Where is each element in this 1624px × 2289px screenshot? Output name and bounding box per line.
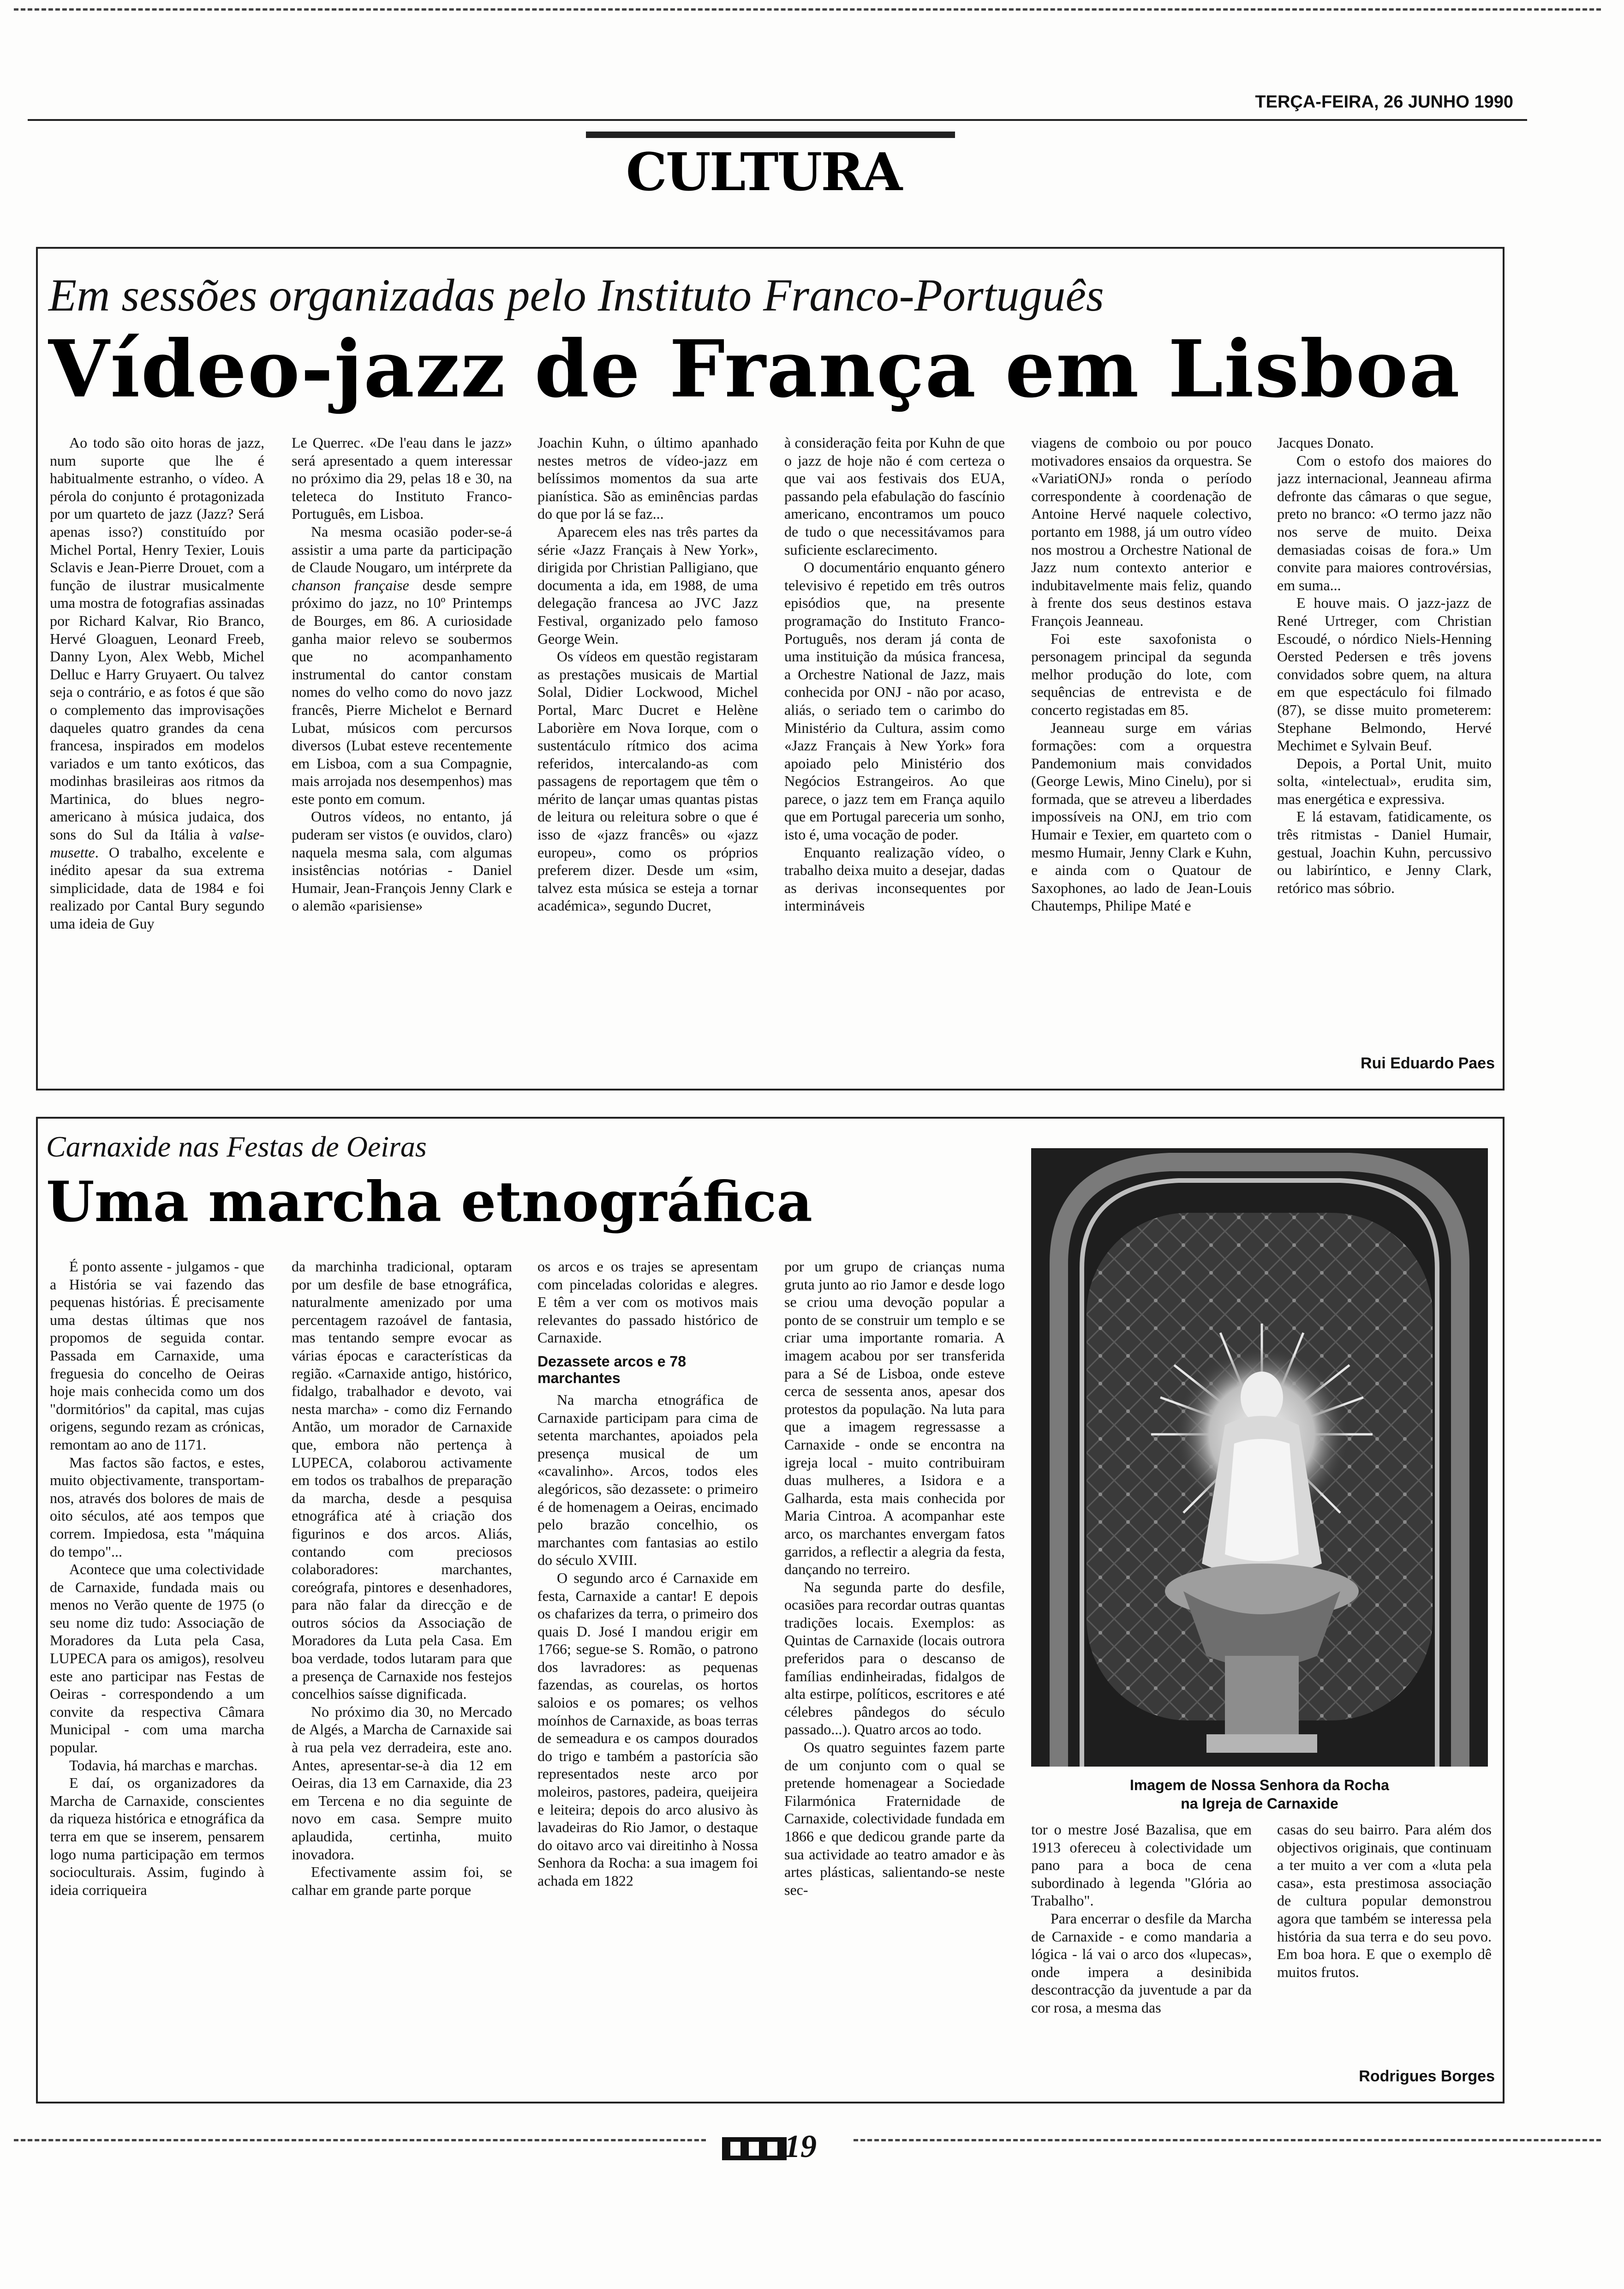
photo-caption-line-2: na Igreja de Carnaxide <box>1181 1795 1338 1812</box>
article2-column-6: casas do seu bairro. Para além dos objectivos originais, que continuam a ter muito a ver com a «luta pela casa», esta prestimosa associação de cultura popular demonstrou agora que também se interessa pela história da sua terra e do seu povo. Em boa hora. E que o exemplo dê muitos frutos. <box>1277 1821 1492 1980</box>
article1-kicker: Em sessões organizadas pelo Instituto Franco-Português <box>48 270 1104 321</box>
top-dashed-border <box>14 8 1601 11</box>
article1-column-5: viagens de comboio ou por pouco motivadores ensaios da orquestra. Se «VariatiONJ» ronda o período correspondente à coordenação de Antoine Hervé naquele colectivo, portanto em 1988, já um outro vídeo nos mostrou a Orchestre National de Jazz num contexto anterior e indubitavelmente mais feliz, quando à frente dos seus destinos estava François Jeanneau. Foi este saxofonista o personagem principal da segunda melhor produção do lote, com sequências de entrevista e de concerto registadas em 85. Jeanneau surge em várias formações: com a orquestra Pandemonium mais convidados (George Lewis, Mino Cinelu), por si formada, que se atreveu a liberdades impossíveis na ONJ, em trio com Humair e Texier, em quarteto com o mesmo Humair, Jenny Clark e Kuhn, e ainda com o Quatour de Saxophones, ao lado de Jean-Louis Chautemps, Philipe Maté e <box>1031 434 1252 914</box>
bottom-dashed-border <box>14 2139 706 2141</box>
article2-column-5: tor o mestre José Bazalisa, que em 1913 ofereceu à colectividade um pano para a boca de cena subordinado à legenda "Glória ao Trabalho". Para encerrar o desfile da Marcha de Carnaxide - e como mandaria a lógica - lá vai o arco dos «lupecas», onde impera a desinibida descontracção da juventude a par da cor rosa, a mesma das <box>1031 1821 1252 2016</box>
article2-headline: Uma marcha etnográfica <box>46 1169 812 1234</box>
photo-caption-line-1: Imagem de Nossa Senhora da Rocha <box>1130 1777 1389 1793</box>
article1-column-3: Joachin Kuhn, o último apanhado nestes metros de vídeo-jazz em belíssimos momentos da sua arte pianística. São as eminências pardas do que por lá se faz... Aparecem eles nas três partes da série «Jazz Français à New York», dirigida por Christian Palligiano, que documenta a ida, em 1988, de uma delegação francesa ao JVC Jazz Festival, organizado pelo famoso George Wein. Os vídeos em questão registaram as prestações musicais de Martial Solal, Didier Lockwood, Michel Portal, Marc Ducret e Helène Laborière em Nova Iorque, com o sustentáculo rítmico dos acima referidos, intercalando-as com passagens de reportagem que têm o mérito de lançar umas quantas pistas de leitura ou releitura sobre o que é isso de «jazz francês» ou «jazz europeu», como os próprios preferem dizer. Desde um «sim, talvez esta música se esteja a tornar académica», segundo Ducret, <box>537 434 758 914</box>
article1-column-6: Jacques Donato. Com o estofo dos maiores do jazz internacional, Jeanneau afirma defronte das câmaras o que segue, preto no branco: «O termo jazz não nos serve de muito. Deixa demasiadas coisas de fora.» Um convite para maiores controvérsias, em suma... E houve mais. O jazz-jazz de René Urtreger, com Christian Escoudé, o nórdico Niels-Henning Oersted Pedersen e três jovens convidados sobre quem, na altura em que espectáculo foi filmado (87), se disse muito prometerem: Stephane Belmondo, Hervé Mechimet e Sylvain Beuf. Depois, a Portal Unit, muito solta, «intelectual», erudita sim, mas energética e expressiva. E lá estavam, fatidicamente, os três ritmistas - Daniel Humair, gestual, Joachin Kuhn, percussivo ou labiríntico, e Jenny Clark, retórico mas sóbrio. <box>1277 434 1492 896</box>
header-rule <box>28 119 1527 121</box>
article2-byline: Rodrigues Borges <box>1359 2067 1495 2085</box>
article2-subhead: Dezassete arcos e 78 marchantes <box>537 1353 686 1386</box>
article1-headline: Vídeo-jazz de França em Lisboa <box>48 323 1461 415</box>
bottom-dashed-border-right <box>854 2139 1601 2141</box>
article2-column-1: É ponto assente - julgamos - que a História se vai fazendo das pequenas histórias. É precisamente uma destas últimas que nos propomos de seguida contar. Passada em Carnaxide, uma freguesia do concelho de Oeiras hoje mais conhecida como um dos "dormitórios" da capital, mas cujas origens, segundo rezam as crónicas, remontam ao ano de 1171. Mas factos são factos, e estes, muito objectivamente, transportam-nos, através dos bolores de mais de oito séculos, até aos tempos que correm. Impiedosa, esta "máquina do tempo"... Acontece que uma colectividade de Carnaxide, fundada mais ou menos no Verão quente de 1975 (o seu nome diz tudo: Associação de Moradores da Luta pela Casa, LUPECA para os amigos), resolveu este ano participar nas Festas de Oeiras - correspondendo a um convite da respectiva Câmara Municipal - com uma marcha popular. Todavia, há marchas e marchas. E daí, os organizadores da Marcha de Carnaxide, conscientes da riqueza histórica e etnográfica da terra em que se inserem, pensarem logo numa participação em termos socioculturais. Assim, fugindo à ideia corriqueira <box>50 1258 264 1898</box>
article2-column-3: os arcos e os trajes se apresentam com pinceladas coloridas e alegres. E têm a ver com os motivos mais relevantes do passado histórico de Carnaxide. Dezassete arcos e 78 marchantes Na marcha etnográfica de Carnaxide participam para cima de setenta marchantes, apoiados pela presença musical de um «cavalinho». Arcos, todos eles alegóricos, são dezassete: o primeiro é de homenagem a Oeiras, encimado pelo brazão concelhio, os marchantes com fantasias ao estilo do século XVIII. O segundo arco é Carnaxide em festa, Carnaxide a cantar! E depois os chafarizes da terra, o primeiro dos quais D. José I mandou erigir em 1766; segue-se S. Romão, o patrono dos lavradores: as pequenas fazendas, as courelas, os hortos saloios e os pomares; os velhos moínhos de Carnaxide, as boas terras de semeadura e os campos dourados do trigo e também a pastorícia são representados neste arco por moleiros, pastores, padeira, queijeira e leiteira; depois do arco alusivo às lavadeiras do Rio Jamor, o destaque do oitavo arco vai direitinho à Nossa Senhora da Rocha: a sua imagem foi achada em 1822 <box>537 1258 758 1889</box>
nossa-senhora-photo <box>1031 1148 1488 1767</box>
article1-column-2: Le Querrec. «De l'eau dans le jazz» será apresentado a quem interessar no próximo dia 29, pelas 18 e 30, na teleteca do Instituto Franco-Português, em Lisboa. Na mesma ocasião poder-se-á assistir a uma parte da participação de Claude Nougaro, um intérprete da chanson française desde sempre próximo do jazz, no 10º Printemps de Bourges, em 86. A curiosidade ganha maior relevo se soubermos que no acompanhamento instrumental do cantor constam nomes do velho como do novo jazz francês, Pierre Michelot e Bernard Lubat, músicos com percursos diversos (Lubat esteve recentemente em Lisboa, com a sua Compagnie, mais arrojada nos desempenhos) mas este ponto em comum. Outros vídeos, no entanto, já puderam ser vistos (e ouvidos, claro) naquela mesma sala, com algumas insistências notórias - Daniel Humair, Jean-François Jenny Clark e o alemão «parisiense» <box>292 434 512 914</box>
article1-column-4: à consideração feita por Kuhn de que o jazz de hoje não é com certeza o que vai aos festivais dos EUA, passando pela efabulação do fascínio americano, encontramos um pouco de tudo o que necessitávamos para suficiente esclarecimento. O documentário enquanto género televisivo é repetido em três outros episódios que, na presente programação do Instituto Franco-Português, nos deram já conta de uma instituição da música francesa, a Orchestre National de Jazz, mais conhecida por ONJ - não por acaso, aliás, o seriado tem o carimbo do Ministério da Cultura, assim como «Jazz Français à New York» fora apoiado pelo Ministério dos Negócios Estrangeiros. Ao que parece, o jazz tem em França aquilo que em Portugal pareceria um sonho, isto é, uma vocação de poder. Enquanto realização vídeo, o trabalho deixa muito a desejar, dadas as derivas inconsequentes por intermináveis <box>784 434 1005 914</box>
section-bar-top <box>586 132 955 138</box>
article2-column-4: por um grupo de crianças numa gruta junto ao rio Jamor e desde logo se criou uma devoção popular a ponto de se construir um templo e se criar uma importante romaria. A imagem acabou por ser transferida para a Sé de Lisboa, onde esteve cerca de sessenta anos, apesar dos protestos da população. Na luta para que a imagem regressasse a Carnaxide - onde se encontra na igreja local - muito contribuiram duas mulheres, a Isidora e a Galharda, esta mais conhecida por Maria Cintroa. A acompanhar este arco, os marchantes envergam fatos garridos, a reflectir a alegria da festa, dançando no terreiro. Na segunda parte do desfile, ocasiões para recordar outras quantas tradições locais. Exemplos: as Quintas de Carnaxide (locais outrora preferidos para o descanso de famílias endinheiradas, fidalgos de alta estirpe, políticos, escritores e até célebres pândegos do século passado...). Quatro arcos ao todo. Os quatro seguintes fazem parte de um conjunto com o qual se pretende homenagear a Sociedade Filarmónica Fraternidade de Carnaxide, colectividade fundada em 1866 e que dedicou grande parte da sua actividade ao teatro amador e às artes plásticas, salientando-se neste sec- <box>784 1258 1005 1898</box>
article1-column-1: Ao todo são oito horas de jazz, num suporte que lhe é habitualmente estranho, o vídeo. A pérola do conjunto é protagonizada por um quarteto de jazz (Jazz? Será apenas isso?) constituído por Michel Portal, Henry Texier, Louis Sclavis e Jean-Pierre Drouet, com a função de ilustrar musicalmente uma mostra de fotografias assinadas por Richard Kalvar, Rio Branco, Hervé Gloaguen, Leonard Freeb, Danny Lyon, Alex Webb, Michel Delluc e Harry Gruyaert. Ou talvez seja o contrário, e as fotos é que são o complemento das improvisações daqueles quatro grandes da cena francesa, inspirados em modelos variados e um tanto exóticos, das modinhas brasileiras aos ritmos da Martinica, do blues negro-americano à música judaica, dos sons do Sul da Itália à valse-musette. O trabalho, excelente e inédito apesar da sua extrema simplicidade, data de 1984 e foi realizado por Cantal Bury segundo uma ideia de Guy <box>50 434 264 932</box>
page-number: 19 <box>784 2129 817 2164</box>
photo-caption <box>1031 1776 1488 1813</box>
article1-byline: Rui Eduardo Paes <box>1361 1055 1495 1072</box>
article2-column-2: da marchinha tradicional, optaram por um desfile de base etnográfica, naturalmente amenizado por uma percentagem razoável de fantasia, mas tentando sempre evocar as várias épocas e características da região. «Carnaxide antigo, histórico, fidalgo, trabalhador e devoto, vai nesta marcha» - como diz Fernando Antão, um morador de Carnaxide que, embora não pertença à LUPECA, colaborou activamente em todos os trabalhos de preparação da marcha, desde a pesquisa etnográfica até à criação dos figurinos e dos arcos. Aliás, contando com preciosos colaboradores: marchantes, coreógrafa, pintores e desenhadores, para não falar da direcção e de outros sócios da Associação de Moradores da Luta pela Casa. Em boa verdade, todos lutaram para que a presença de Carnaxide nos festejos concelhios saísse dignificada. No próximo dia 30, no Mercado de Algés, a Marcha de Carnaxide sai à rua pela vez derradeira, este ano. Antes, apresentar-se-à dia 12 em Oeiras, dia 13 em Carnaxide, dia 23 em Tercena e no dia seguinte de novo em casa. Sempre muito aplaudida, certinha, muito inovadora. Efectivamente assim foi, se calhar em grande parte porque <box>292 1258 512 1898</box>
photo-illustration <box>1031 1148 1488 1767</box>
article2-kicker: Carnaxide nas Festas de Oeiras <box>46 1130 427 1163</box>
section-title: CULTURA <box>626 142 902 203</box>
issue-date: TERÇA-FEIRA, 26 JUNHO 1990 <box>1255 92 1513 112</box>
newspaper-logo-icon <box>722 2134 787 2163</box>
